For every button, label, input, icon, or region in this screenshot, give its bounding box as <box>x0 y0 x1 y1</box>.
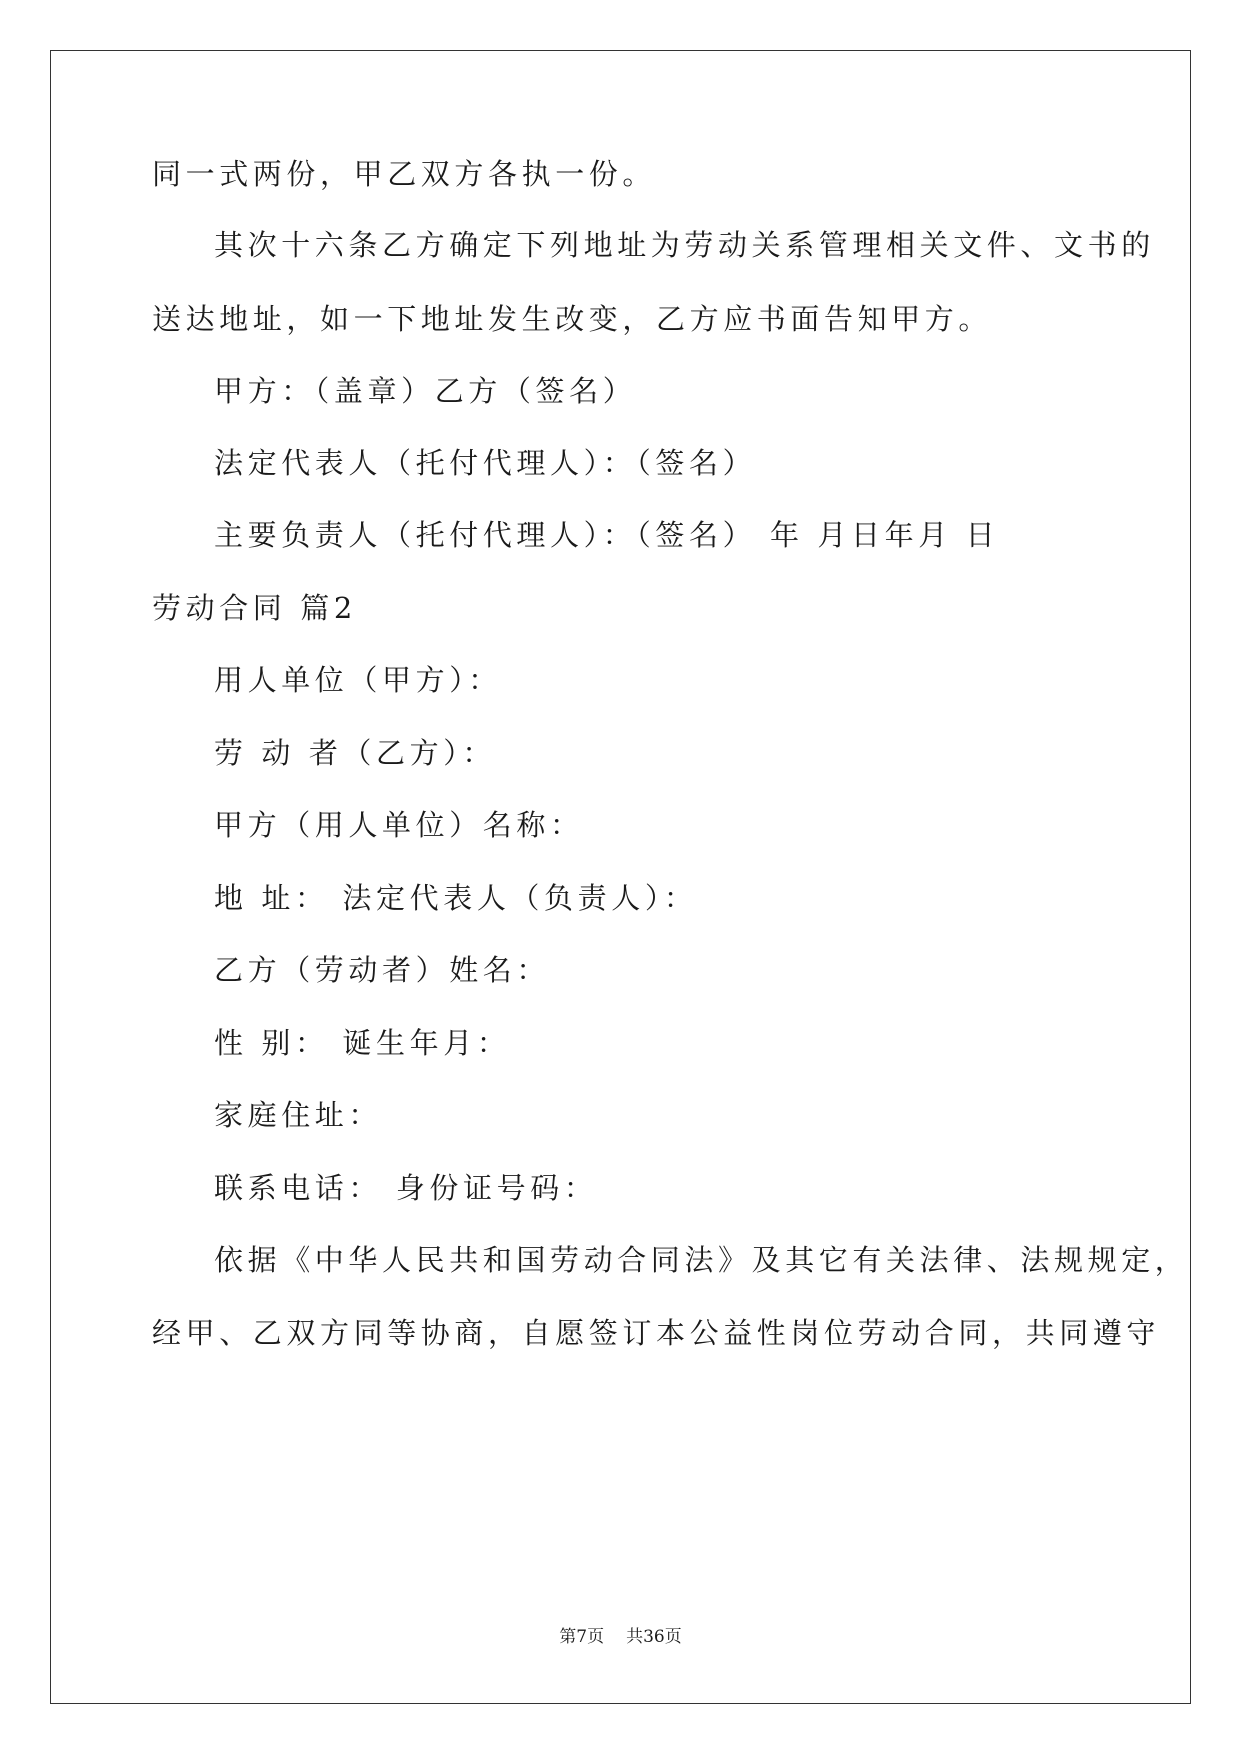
field-worker-name: 乙方（劳动者）姓名： <box>214 953 551 987</box>
field-phone-id: 联系电话： 身份证号码： <box>214 1171 598 1205</box>
section-heading: 劳动合同 篇2 <box>152 591 357 625</box>
text-line-1: 同一式两份，甲乙双方各执一份。 <box>152 157 657 191</box>
field-employer: 用人单位（甲方）： <box>214 663 502 697</box>
field-address-legal-rep: 地 址： 法定代表人（负责人）： <box>214 881 698 915</box>
signature-line-parties: 甲方：（盖章）乙方（签名） <box>214 374 637 408</box>
signature-line-responsible: 主要负责人（托付代理人）：（签名） 年 月日年月 日 <box>214 518 1000 552</box>
text-line-agreement: 经甲、乙双方同等协商，自愿签订本公益性岗位劳动合同，共同遵守 <box>152 1316 1161 1350</box>
page-total: 共36页 <box>626 1627 682 1647</box>
field-home-address: 家庭住址： <box>214 1098 383 1132</box>
field-worker: 劳 动 者（乙方）： <box>214 736 496 770</box>
field-gender-birth: 性 别： 诞生年月： <box>214 1026 511 1060</box>
page-border <box>50 50 1191 1704</box>
field-employer-name: 甲方（用人单位）名称： <box>214 808 584 842</box>
text-line-3: 送达地址，如一下地址发生改变，乙方应书面告知甲方。 <box>152 302 993 336</box>
page-number: 第7页 <box>559 1627 605 1647</box>
signature-line-legal-rep: 法定代表人（托付代理人）：（签名） <box>214 446 757 480</box>
page-footer <box>0 1625 1241 1649</box>
text-line-basis: 依据《中华人民共和国劳动合同法》及其它有关法律、法规规定， <box>214 1243 1189 1277</box>
text-line-2: 其次十六条乙方确定下列地址为劳动关系管理相关文件、文书的 <box>214 228 1155 262</box>
